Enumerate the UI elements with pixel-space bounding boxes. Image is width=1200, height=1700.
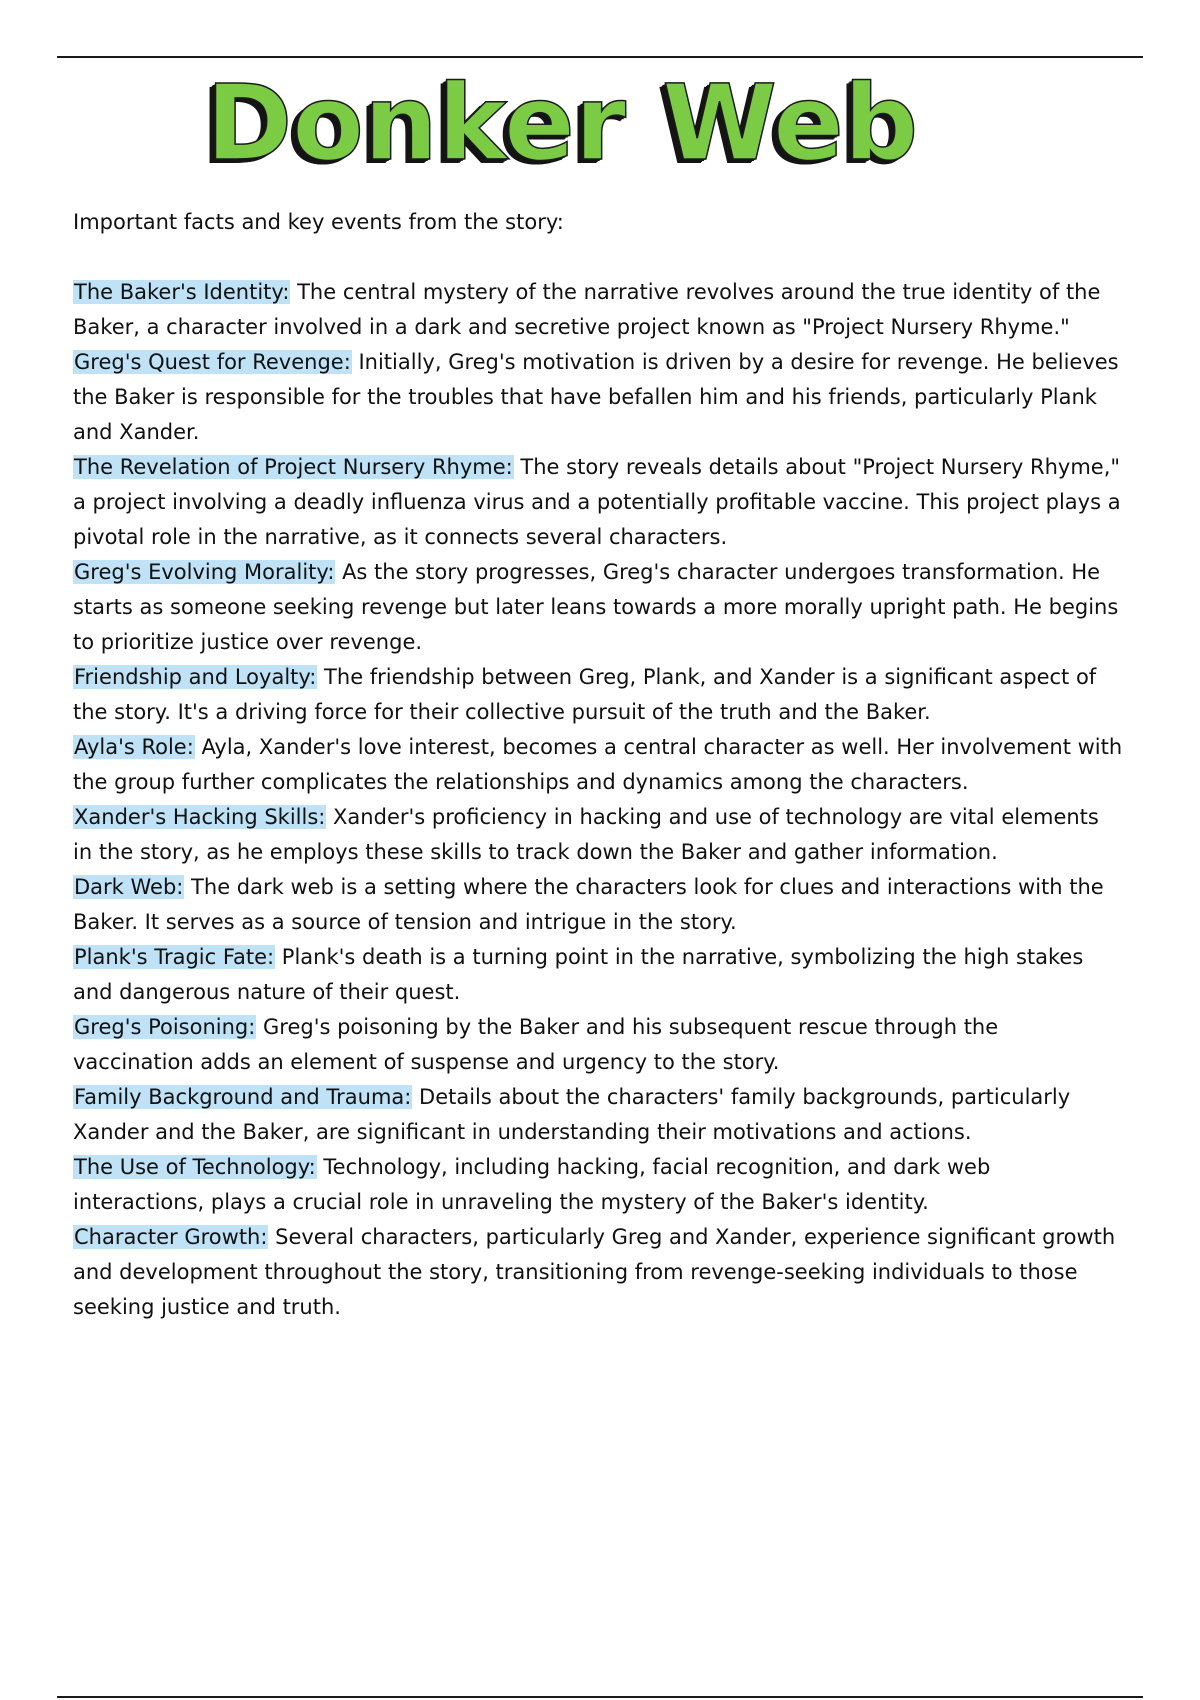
document-body (73, 205, 1123, 1325)
fact-text: Greg's poisoning by the Baker and his subsequent rescue through the vaccination adds an element of suspense and urgency to the story. (73, 1015, 999, 1074)
fact-item (73, 660, 1123, 730)
fact-label: Greg's Poisoning: (74, 1015, 256, 1039)
fact-label: The Use of Technology: (74, 1155, 316, 1179)
fact-label: Xander's Hacking Skills: (74, 805, 326, 829)
fact-text: As the story progresses, Greg's character undergoes transformation. He starts as someone seeking revenge but later leans towards a more morally upright path. He begins to prioritize justice over revenge. (73, 560, 1119, 654)
fact-text: The story reveals details about "Project Nursery Rhyme," a project involving a deadly influenza virus and a potentially profitable vaccine. This project plays a pivotal role in the narrative, as it connects several characters. (73, 455, 1121, 549)
fact-item (73, 940, 1123, 1010)
fact-item (73, 1220, 1123, 1325)
fact-text: Technology, including hacking, facial recognition, and dark web interactions, plays a crucial role in unraveling the mystery of the Baker's identity. (73, 1155, 991, 1214)
facts-list (73, 275, 1123, 1325)
fact-item (73, 555, 1123, 660)
intro-text: Important facts and key events from the story: (73, 210, 564, 234)
fact-item (73, 1150, 1123, 1220)
fact-item (73, 1010, 1123, 1080)
fact-label: Plank's Tragic Fate: (74, 945, 275, 969)
fact-label: The Revelation of Project Nursery Rhyme: (74, 455, 513, 479)
fact-text: Ayla, Xander's love interest, becomes a central character as well. Her involvement with the group further complicates the relationships and dynamics among the characters. (73, 735, 1123, 794)
fact-item (73, 275, 1123, 345)
fact-label: Dark Web: (74, 875, 184, 899)
fact-label: Friendship and Loyalty: (74, 665, 317, 689)
fact-label: Greg's Quest for Revenge: (74, 350, 351, 374)
fact-item (73, 730, 1123, 800)
bottom-rule (57, 1696, 1143, 1698)
fact-text: Details about the characters' family backgrounds, particularly Xander and the Baker, are significant in understanding their motivations and actions. (73, 1085, 1071, 1144)
fact-item (73, 450, 1123, 555)
fact-item (73, 800, 1123, 870)
fact-item (73, 870, 1123, 940)
fact-label: Greg's Evolving Morality: (74, 560, 335, 584)
fact-label: Ayla's Role: (74, 735, 194, 759)
fact-label: Character Growth: (74, 1225, 268, 1249)
fact-item (73, 345, 1123, 450)
fact-label: The Baker's Identity: (74, 280, 290, 304)
fact-text: Plank's death is a turning point in the narrative, symbolizing the high stakes and dangerous nature of their quest. (73, 945, 1084, 1004)
fact-item (73, 1080, 1123, 1150)
fact-text: Several characters, particularly Greg and Xander, experience significant growth and development throughout the story, transitioning from revenge-seeking individuals to those seeking justice and truth. (73, 1225, 1116, 1319)
fact-text: Initially, Greg's motivation is driven by a desire for revenge. He believes the Baker is responsible for the troubles that have befallen him and his friends, particularly Plank and Xander. (73, 350, 1119, 444)
fact-text: The friendship between Greg, Plank, and Xander is a significant aspect of the story. It's a driving force for their collective pursuit of the truth and the Baker. (73, 665, 1097, 724)
fact-text: The dark web is a setting where the characters look for clues and interactions with the Baker. It serves as a source of tension and intrigue in the story. (73, 875, 1104, 934)
fact-text: The central mystery of the narrative revolves around the true identity of the Baker, a character involved in a dark and secretive project known as "Project Nursery Rhyme." (73, 280, 1101, 339)
fact-label: Family Background and Trauma: (74, 1085, 412, 1109)
page-title: Donker Web (206, 62, 919, 184)
fact-text: Xander's proficiency in hacking and use of technology are vital elements in the story, as he employs these skills to track down the Baker and gather information. (73, 805, 1099, 864)
